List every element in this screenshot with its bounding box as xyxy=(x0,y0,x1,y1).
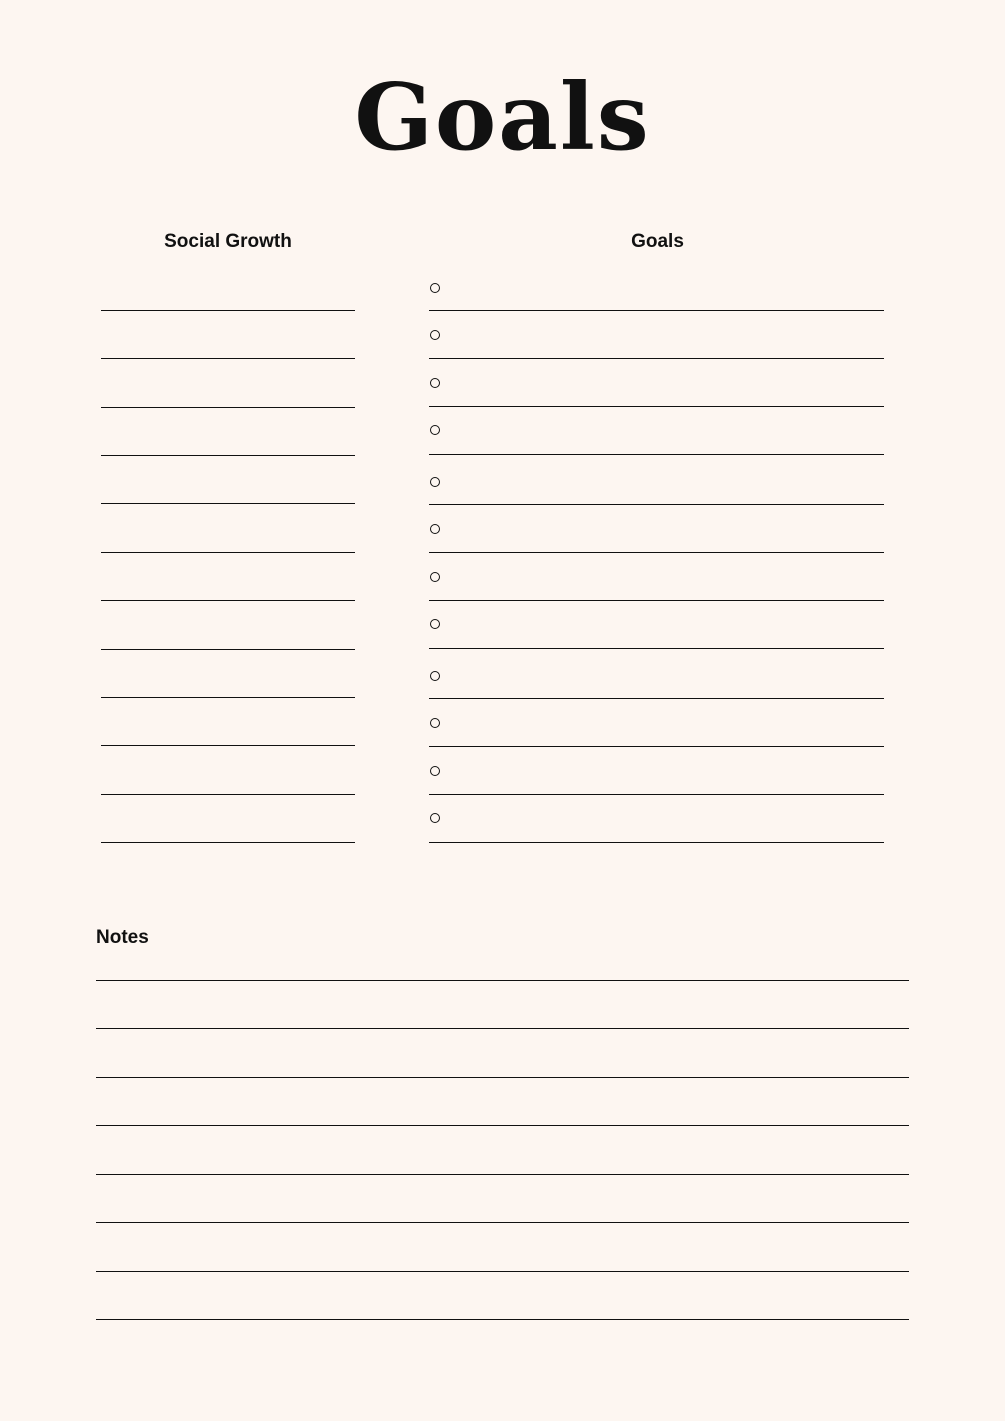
notes-line[interactable] xyxy=(96,1028,909,1029)
notes-line[interactable] xyxy=(96,1174,909,1175)
social-growth-line[interactable] xyxy=(101,455,355,456)
notes-line[interactable] xyxy=(96,1222,909,1223)
social-growth-line[interactable] xyxy=(101,503,355,504)
goal-checkbox-icon[interactable] xyxy=(430,766,440,776)
goal-checkbox-icon[interactable] xyxy=(430,671,440,681)
goal-checkbox-icon[interactable] xyxy=(430,425,440,435)
goal-checkbox-icon[interactable] xyxy=(430,619,440,629)
goal-line[interactable] xyxy=(429,698,884,699)
goal-checkbox-icon[interactable] xyxy=(430,718,440,728)
goal-line[interactable] xyxy=(429,842,884,843)
social-growth-line[interactable] xyxy=(101,358,355,359)
page-title: Goals xyxy=(354,63,651,171)
social-growth-line[interactable] xyxy=(101,745,355,746)
goal-line[interactable] xyxy=(429,600,884,601)
social-growth-heading: Social Growth xyxy=(164,231,292,252)
goal-line[interactable] xyxy=(429,358,884,359)
goal-line[interactable] xyxy=(429,406,884,407)
notes-line[interactable] xyxy=(96,1125,909,1126)
goal-line[interactable] xyxy=(429,746,884,747)
social-growth-line[interactable] xyxy=(101,697,355,698)
social-growth-line[interactable] xyxy=(101,310,355,311)
goal-checkbox-icon[interactable] xyxy=(430,283,440,293)
goal-checkbox-icon[interactable] xyxy=(430,378,440,388)
notes-line[interactable] xyxy=(96,1077,909,1078)
social-growth-line[interactable] xyxy=(101,600,355,601)
notes-line[interactable] xyxy=(96,980,909,981)
goals-heading: Goals xyxy=(631,231,684,252)
notes-line[interactable] xyxy=(96,1271,909,1272)
goal-line[interactable] xyxy=(429,454,884,455)
social-growth-line[interactable] xyxy=(101,552,355,553)
goal-line[interactable] xyxy=(429,552,884,553)
goal-line[interactable] xyxy=(429,310,884,311)
social-growth-line[interactable] xyxy=(101,649,355,650)
social-growth-line[interactable] xyxy=(101,794,355,795)
social-growth-line[interactable] xyxy=(101,407,355,408)
goal-line[interactable] xyxy=(429,504,884,505)
social-growth-line[interactable] xyxy=(101,842,355,843)
goal-checkbox-icon[interactable] xyxy=(430,524,440,534)
goal-checkbox-icon[interactable] xyxy=(430,572,440,582)
goal-line[interactable] xyxy=(429,648,884,649)
goal-checkbox-icon[interactable] xyxy=(430,813,440,823)
goal-line[interactable] xyxy=(429,794,884,795)
notes-line[interactable] xyxy=(96,1319,909,1320)
goal-checkbox-icon[interactable] xyxy=(430,330,440,340)
notes-heading: Notes xyxy=(96,927,149,948)
goal-checkbox-icon[interactable] xyxy=(430,477,440,487)
